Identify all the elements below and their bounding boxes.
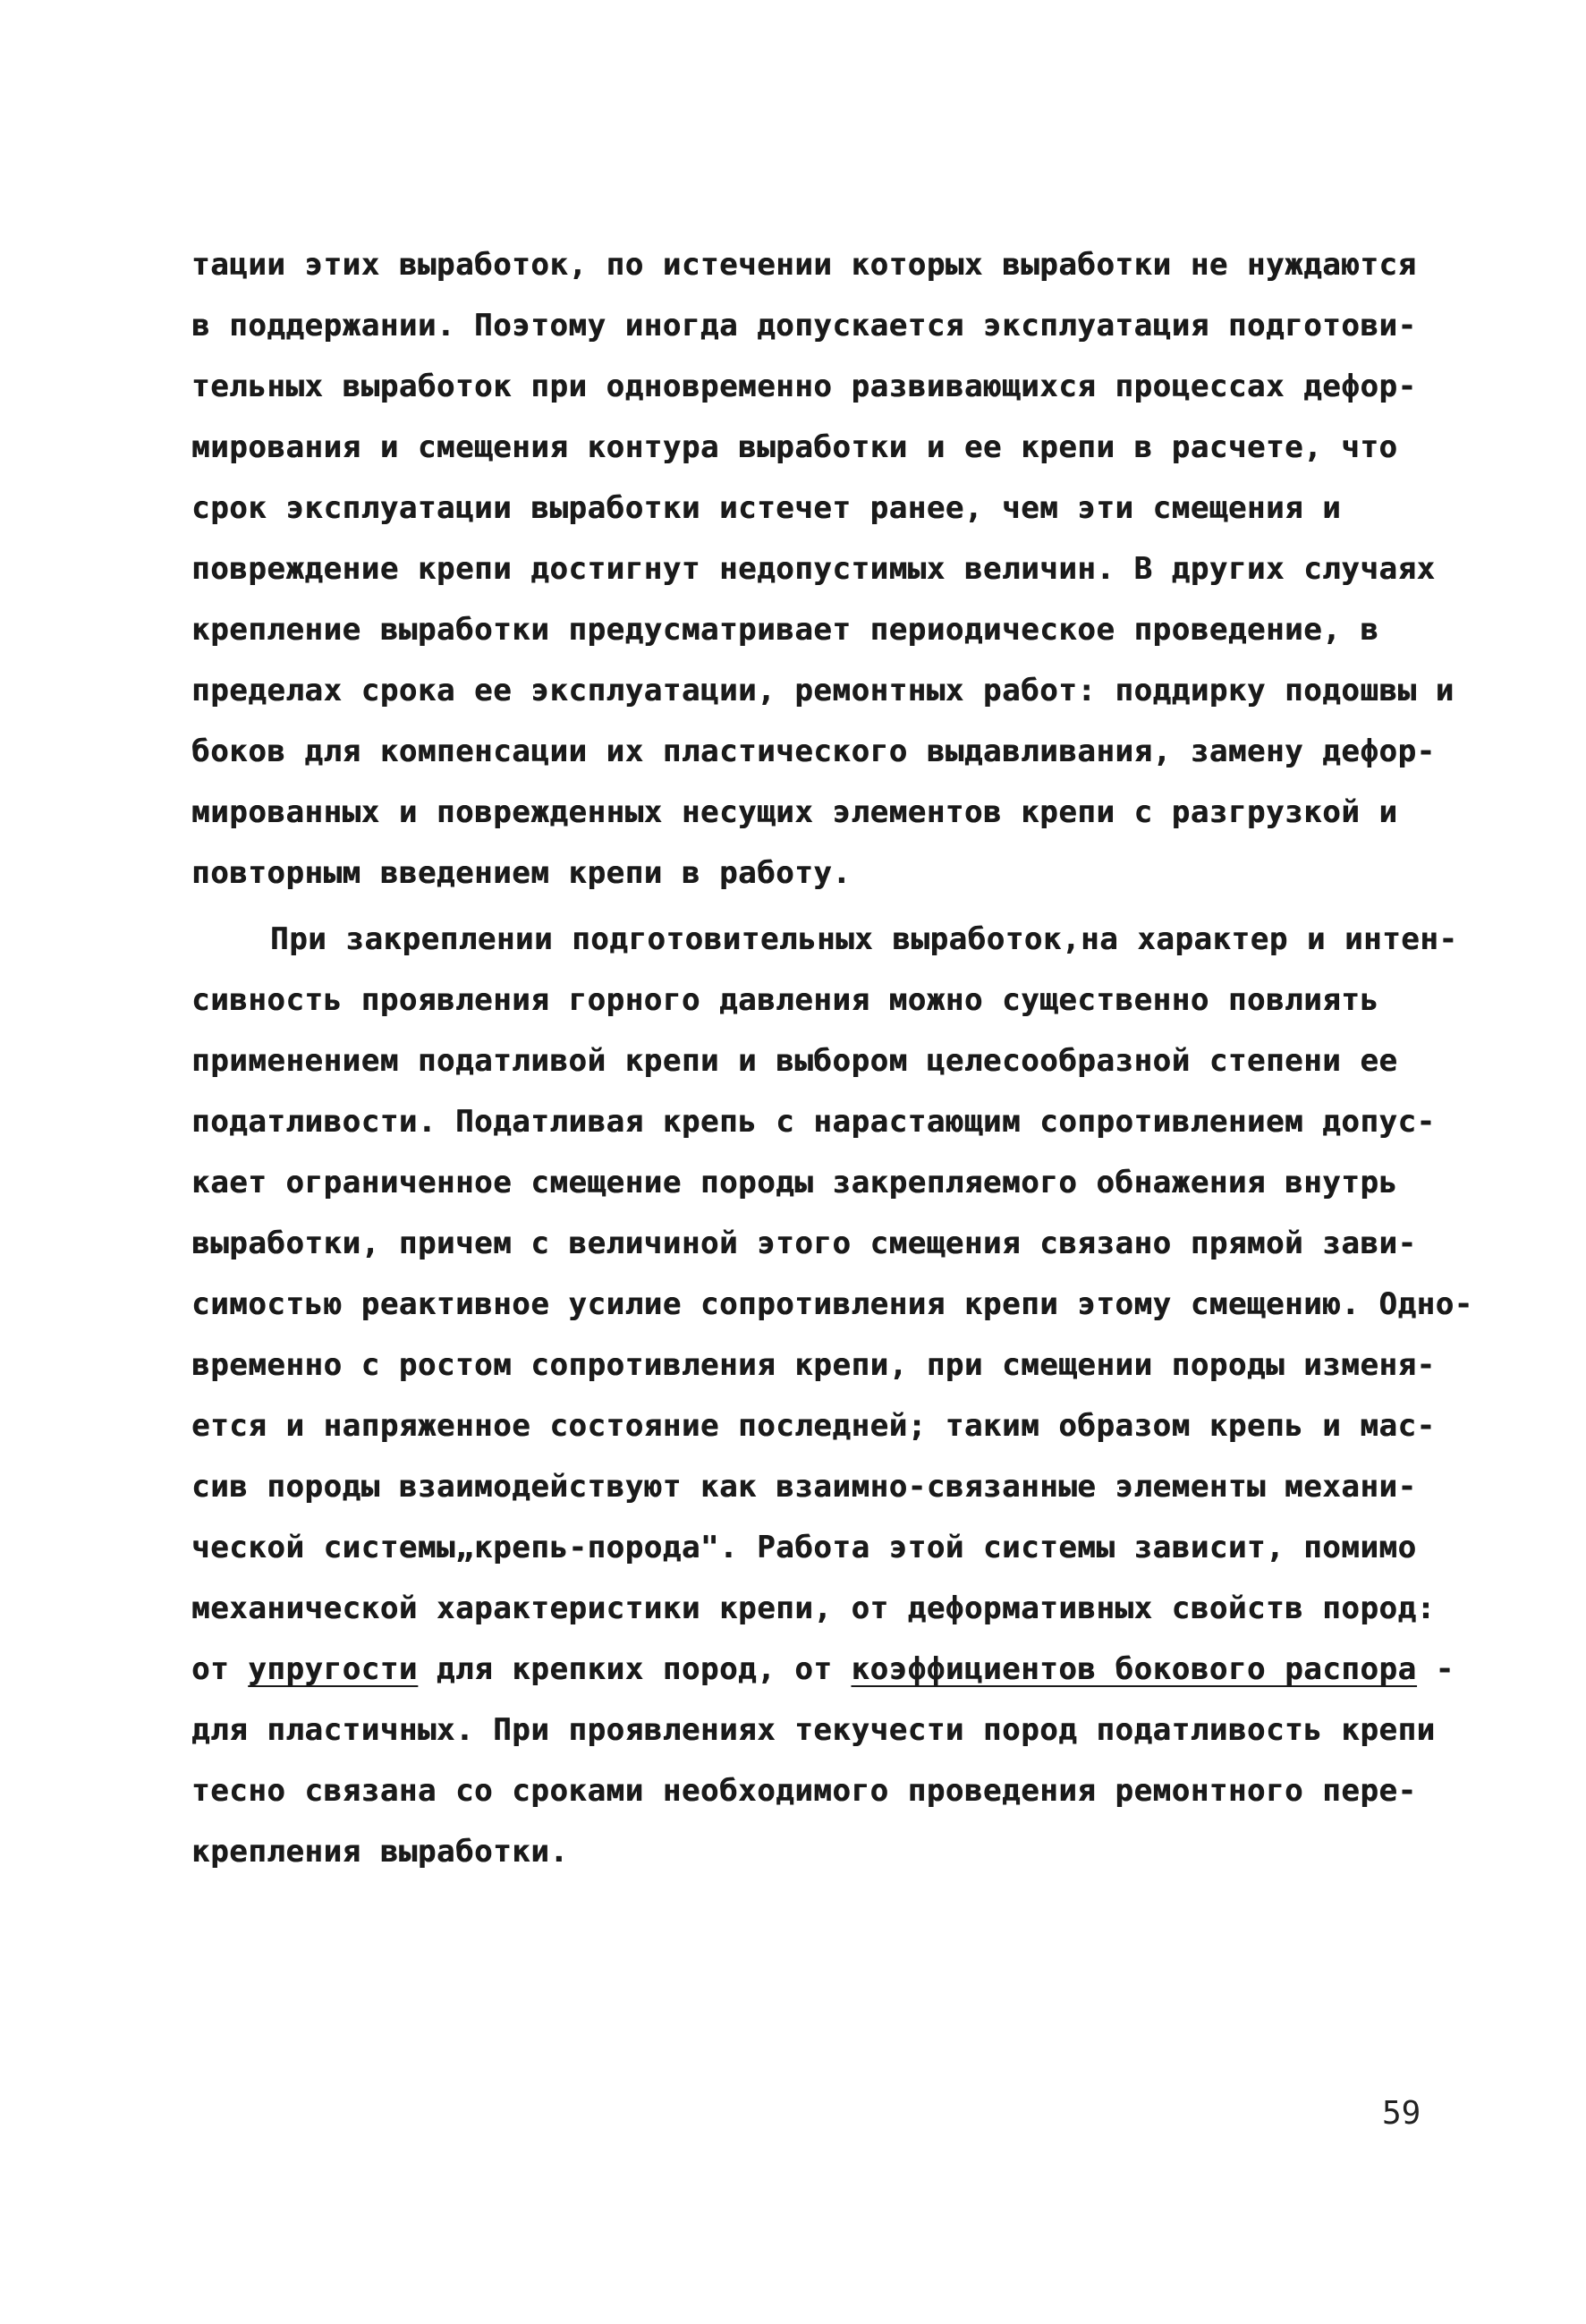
underlined-term-elasticity: упругости xyxy=(248,1651,418,1687)
text-line: податливости. Податливая крепь с нарастающим сопротивлением допус- xyxy=(191,1104,1436,1140)
text-line: тации этих выработок, по истечении которых выработки не нуждаются xyxy=(191,247,1417,283)
text-line: в поддержании. Поэтому иногда допускается эксплуатация подготови- xyxy=(191,308,1417,344)
text-line: крепление выработки предусматривает периодическое проведение, в xyxy=(191,612,1379,648)
text-line: временно с ростом сопротивления крепи, при смещении породы изменя- xyxy=(191,1347,1436,1383)
text-line: тесно связана со сроками необходимого проведения ремонтного пере- xyxy=(191,1773,1417,1809)
page-number: 59 xyxy=(1382,2095,1421,2132)
text-fragment: от xyxy=(191,1651,249,1687)
text-line: мирования и смещения контура выработки и ее крепи в расчете, что xyxy=(191,429,1398,465)
text-line: для пластичных. При проявлениях текучести пород податливость крепи xyxy=(191,1712,1436,1748)
text-line: ется и напряженное состояние последней; таким образом крепь и мас- xyxy=(191,1408,1436,1444)
text-line: сивность проявления горного давления можно существенно повлиять xyxy=(191,982,1379,1018)
text-line: повреждение крепи достигнут недопустимых величин. В других случаях xyxy=(191,551,1436,587)
paragraph-2 xyxy=(191,909,1473,1882)
text-line: механической характеристики крепи, от деформативных свойств пород: xyxy=(191,1590,1436,1626)
paragraph-1 xyxy=(191,234,1455,903)
text-fragment: для крепких пород, от xyxy=(417,1651,852,1687)
text-line: симостью реактивное усилие сопротивления крепи этому смещению. Одно- xyxy=(191,1286,1473,1322)
text-line: пределах срока ее эксплуатации, ремонтных работ: поддирку подошвы и xyxy=(191,673,1455,708)
text-line: боков для компенсации их пластического выдавливания, замену дефор- xyxy=(191,734,1436,769)
text-line: срок эксплуатации выработки истечет ранее, чем эти смещения и xyxy=(191,490,1342,526)
text-line: крепления выработки. xyxy=(191,1834,569,1870)
underlined-term-lateral-pressure-coefficients: коэффициентов бокового распора xyxy=(851,1651,1417,1687)
text-fragment: - xyxy=(1416,1651,1455,1687)
text-line: повторным введением крепи в работу. xyxy=(191,855,852,891)
text-line: выработки, причем с величиной этого смещения связано прямой зави- xyxy=(191,1226,1417,1261)
text-line: мированных и поврежденных несущих элементов крепи с разгрузкой и xyxy=(191,794,1398,830)
text-line: применением податливой крепи и выбором целесообразной степени ее xyxy=(191,1043,1398,1079)
text-line: кает ограниченное смещение породы закрепляемого обнажения внутрь xyxy=(191,1165,1398,1200)
text-line: сив породы взаимодействуют как взаимно-связанные элементы механи- xyxy=(191,1469,1417,1505)
text-line-with-underlines xyxy=(191,1639,1455,1700)
text-line: ческой системы„крепь-порода". Работа этой системы зависит, помимо xyxy=(191,1530,1417,1565)
text-line: тельных выработок при одновременно развивающихся процессах дефор- xyxy=(191,369,1417,404)
text-line: При закреплении подготовительных выработок,на характер и интен- xyxy=(270,921,1458,957)
